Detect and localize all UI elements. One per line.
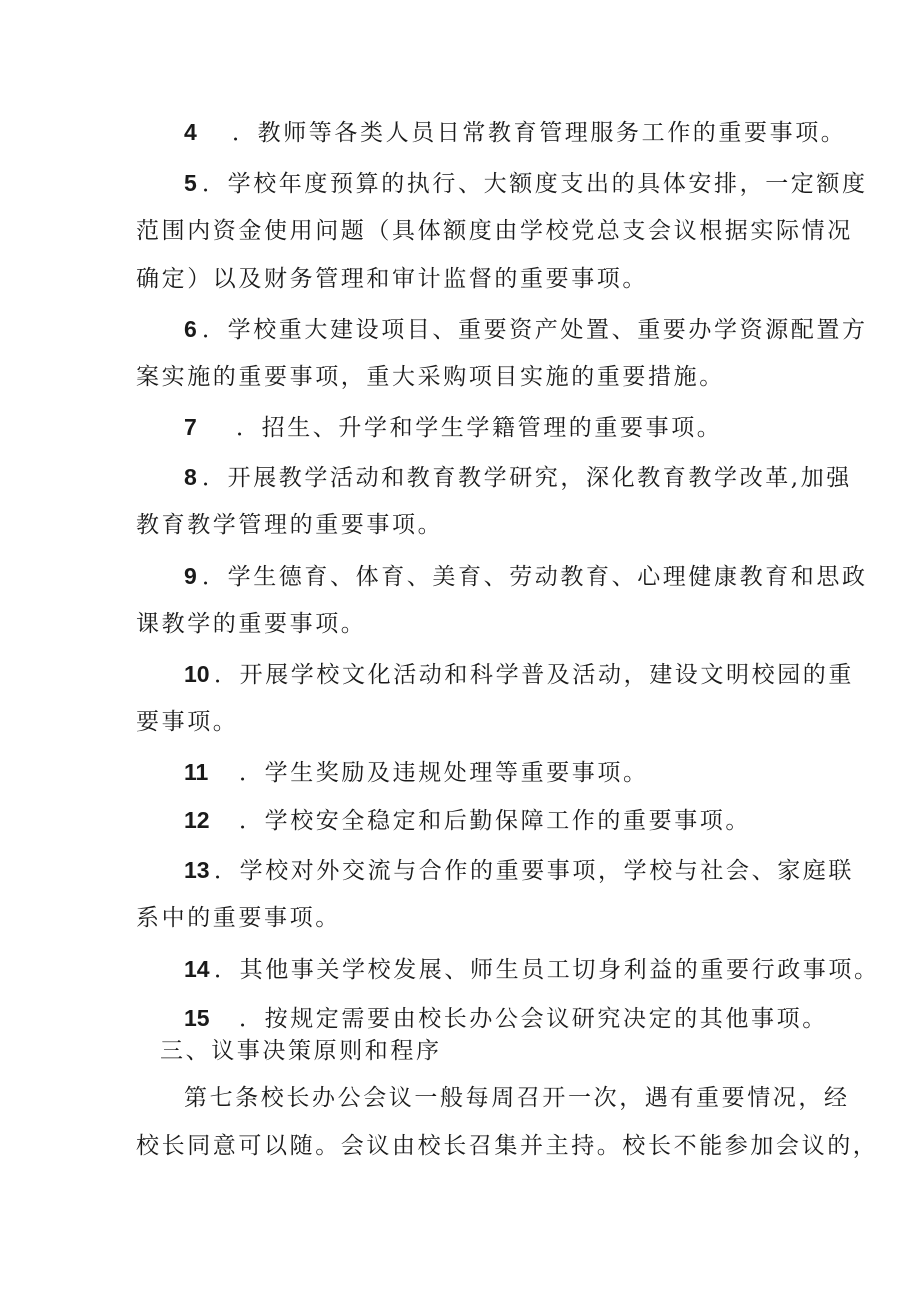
list-item-8-continuation: [136, 510, 816, 540]
list-item-9: [184, 561, 868, 592]
list-item-15: [184, 1003, 864, 1034]
item-text: ．学生德育、体育、美育、劳动教育、心理健康教育和思政: [202, 564, 868, 590]
item-text: 范围内资金使用问题（具体额度由学校党总支会议根据实际情况: [136, 218, 853, 244]
article-paragraph-line: 校长同意可以随。会议由校长召集并主持。校长不能参加会议的，: [136, 1133, 879, 1159]
item-number: 11: [184, 759, 209, 785]
item-number: 15: [184, 1005, 210, 1031]
item-number: 14: [184, 956, 210, 982]
item-number: 12: [184, 807, 210, 833]
list-item-9-continuation: [136, 609, 816, 639]
item-number: 10: [184, 661, 210, 687]
item-text: ．学校重大建设项目、重要资产处置、重要办学资源配置方: [202, 317, 868, 343]
item-number: 8: [184, 464, 197, 490]
section-heading: 三、议事决策原则和程序: [160, 1038, 442, 1064]
list-item-6-continuation: [136, 362, 816, 392]
list-item-14: [184, 954, 880, 985]
list-item-5: [184, 168, 868, 199]
item-text: ．其他事关学校发展、师生员工切身利益的重要行政事项。: [214, 957, 880, 983]
item-text: ．学校安全稳定和后勤保障工作的重要事项。: [239, 808, 751, 834]
item-text: 课教学的重要事项。: [136, 611, 367, 637]
list-item-10: [184, 659, 864, 690]
list-item-13-continuation: [136, 903, 816, 933]
list-item-13: [184, 855, 864, 886]
item-text: ．招生、升学和学生学籍管理的重要事项。: [236, 415, 723, 441]
item-text: ．学生奖励及违规处理等重要事项。: [239, 760, 649, 786]
list-item-6: [184, 314, 868, 345]
item-text: ．学校年度预算的执行、大额度支出的具体安排，一定额度: [202, 171, 868, 197]
item-text: 系中的重要事项。: [136, 905, 341, 931]
item-text: 教育教学管理的重要事项。: [136, 512, 444, 538]
list-item-12: [184, 805, 864, 836]
list-item-10-continuation: [136, 707, 816, 737]
item-number: 13: [184, 857, 210, 883]
item-number: 6: [184, 316, 197, 342]
item-number: 4: [184, 119, 197, 145]
item-text: 要事项。: [136, 709, 239, 735]
item-number: 9: [184, 563, 197, 589]
item-text: ．开展教学活动和教育教学研究，深化教育教学改革,加强: [202, 465, 852, 491]
list-item-8: [184, 462, 864, 493]
list-item-5-continuation: [136, 216, 853, 246]
item-text: ．学校对外交流与合作的重要事项，学校与社会、家庭联: [214, 858, 854, 884]
item-text: 案实施的重要事项，重大采购项目实施的重要措施。: [136, 364, 725, 390]
item-text: ．按规定需要由校长办公会议研究决定的其他事项。: [239, 1006, 828, 1032]
item-number: 7: [184, 414, 197, 440]
list-item-11: [184, 757, 864, 788]
item-text: ．教师等各类人员日常教育管理服务工作的重要事项。: [232, 120, 847, 146]
article-paragraph-line: 第七条校长办公会议一般每周召开一次，遇有重要情况，经: [184, 1085, 850, 1111]
list-item-4: [184, 117, 864, 148]
item-text: 确定）以及财务管理和审计监督的重要事项。: [136, 266, 648, 292]
list-item-5-continuation: [136, 264, 816, 294]
item-number: 5: [184, 170, 197, 196]
item-text: ．开展学校文化活动和科学普及活动，建设文明校园的重: [214, 662, 854, 688]
list-item-7: [184, 412, 864, 443]
